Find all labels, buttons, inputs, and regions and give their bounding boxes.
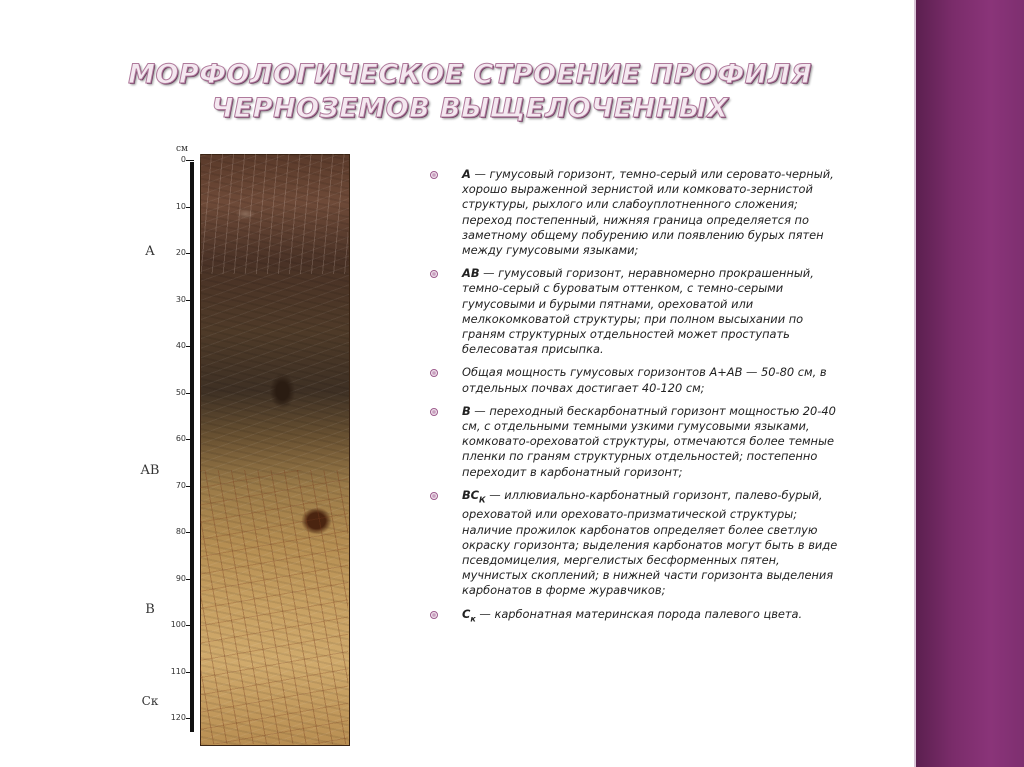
bullet-icon <box>430 492 438 500</box>
ruler-tick-label: 40 <box>175 341 186 350</box>
ruler-tick-label: 70 <box>175 480 186 490</box>
ruler-tick <box>186 486 194 487</box>
ruler-tick <box>186 346 194 347</box>
title-line-2: ЧЕРНОЗЕМОВ ВЫЩЕЛОЧЕННЫХ <box>211 93 729 124</box>
bullet-icon <box>430 611 438 619</box>
ruler-tick <box>186 300 194 301</box>
ruler-tick-label: 10 <box>175 201 186 211</box>
item-key: АВ <box>462 266 480 281</box>
ruler-tick-label: 80 <box>175 527 186 536</box>
item-key-subscript: к <box>470 613 476 623</box>
ruler-tick-label: 50 <box>175 387 186 397</box>
bullet-icon <box>430 270 438 278</box>
item-key: С <box>462 606 471 621</box>
list-item <box>428 365 840 395</box>
ruler-tick <box>186 253 194 254</box>
ruler-tick <box>186 160 194 161</box>
ruler-tick <box>186 439 194 440</box>
ruler-tick-label: 20 <box>175 248 186 257</box>
sidebar-divider <box>914 0 916 767</box>
ruler-tick-label: 120 <box>170 713 186 722</box>
item-key: В <box>462 403 471 418</box>
ruler-unit-label: см <box>176 144 189 154</box>
item-key: А <box>462 167 471 181</box>
title-line-1: МОРФОЛОГИЧЕСКОЕ СТРОЕНИЕ ПРОФИЛЯ <box>128 59 812 90</box>
item-text: Общая мощность гумусовых горизонтов А+АВ — 50-80 см, в отдельных почвах достигает 40-120 см; <box>462 365 827 395</box>
list-item <box>428 266 840 357</box>
ruler-tick-label: 110 <box>170 666 186 676</box>
bullet-icon <box>430 408 438 416</box>
item-key: ВС <box>462 487 480 502</box>
item-text: — гумусовый горизонт, неравномерно прокрашенный, темно-серый с буроватым оттенком, с темно-серыми гумусовыми и бурыми пятнами, ореховатой или мелкокомковатой структуры; при полном высыхании по граням структурных отдельностей может проступать белесоватая присыпка. <box>462 266 814 357</box>
item-text: — гумусовый горизонт, темно-серый или серовато-черный, хорошо выраженной зернистой или комковато-зернистой структуры, рыхлого или слабоуплотненного сложения; переход постепенный, нижняя граница определяется по заметному общему побурению или появлению бурых пятен между гумусовыми языками; <box>462 167 834 258</box>
list-item <box>428 167 840 258</box>
ruler-tick <box>186 672 194 673</box>
horizon-label-a: A <box>145 244 155 259</box>
soil-profile-figure <box>130 140 360 750</box>
ruler-tick <box>186 207 194 208</box>
ruler-tick-label: 90 <box>175 573 186 583</box>
bullet-icon <box>430 369 438 377</box>
horizon-label-b: B <box>145 602 155 617</box>
ruler-tick <box>186 718 194 719</box>
ruler-tick-label: 0 <box>180 155 186 164</box>
list-item <box>428 607 840 626</box>
soil-roots-texture <box>200 154 348 274</box>
item-key-subscript: К <box>479 495 486 505</box>
ruler-tick <box>186 625 194 626</box>
depth-ruler <box>190 162 194 732</box>
item-text: — иллювиально-карбонатный горизонт, палево-бурый, ореховатой или ореховато-призматической структуры; наличие прожилок карбонатов определяет более светлую окраску горизонта; выделения карбонатов могут быть в виде псевдомицелия, мергелистых бесформенных пятен, мучнистых скоплений; в нижней части горизонта выделения карбонатов в форме журавчиков; <box>462 487 838 598</box>
decorative-sidebar <box>914 0 1024 767</box>
carbonate-veins-texture <box>200 470 348 744</box>
horizon-label-ck: Cк <box>141 694 159 708</box>
slide-title <box>80 58 860 126</box>
list-item <box>428 404 840 480</box>
ruler-tick <box>186 393 194 394</box>
item-text: — карбонатная материнская порода палевого цвета. <box>475 606 803 621</box>
ruler-tick-label: 30 <box>175 294 186 304</box>
ruler-tick-label: 100 <box>170 620 186 629</box>
list-item <box>428 488 840 599</box>
ruler-tick-label: 60 <box>175 434 186 443</box>
item-text: — переходный бескарбонатный горизонт мощностью 20-40 см, с отдельными темными узкими гумусовыми языками, комковато-ореховатой структуры, отмечаются более темные пленки по граням структурных отдельностей; постепенно переходит в карбонатный горизонт; <box>462 403 836 479</box>
ruler-tick <box>186 579 194 580</box>
horizon-description-list <box>428 167 840 634</box>
horizon-label-ab: AB <box>140 463 160 478</box>
ruler-tick <box>186 532 194 533</box>
bullet-icon <box>430 171 438 179</box>
